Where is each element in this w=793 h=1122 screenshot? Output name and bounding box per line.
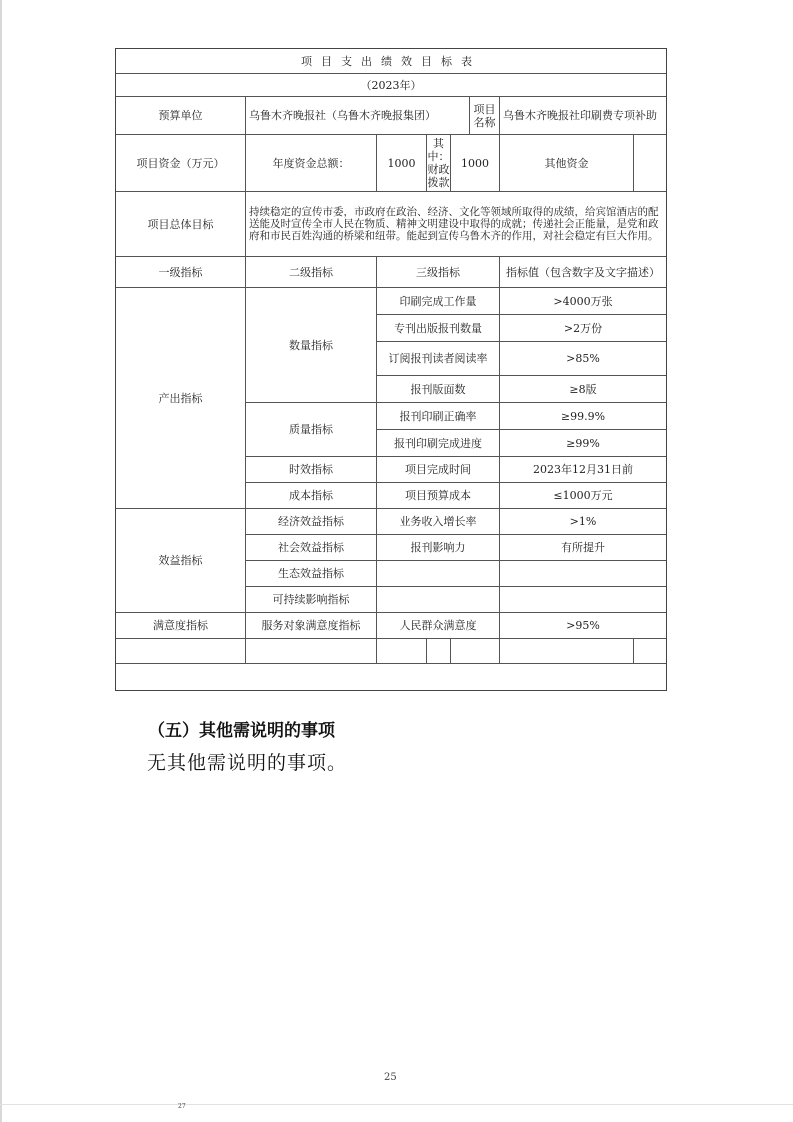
budget-unit-label: 预算单位 — [116, 97, 246, 135]
output-indicator-2: 专刊出版报刊数量 — [377, 315, 500, 342]
fiscal-label: 其中：财政拨款 — [427, 135, 451, 192]
budget-unit-value: 乌鲁木齐晚报社（乌鲁木齐晚报集团） — [246, 97, 470, 135]
output-value-1: >4000万张 — [500, 288, 666, 315]
header-level2: 二级指标 — [246, 257, 377, 288]
sustain-impact-label: 可持续影响指标 — [246, 587, 377, 613]
project-name-value: 乌鲁木齐晚报社印刷费专项补助 — [500, 97, 666, 135]
cost-indicators-label: 成本指标 — [246, 483, 377, 509]
economic-benefit-label: 经济效益指标 — [246, 509, 377, 535]
service-satisfaction-label: 服务对象满意度指标 — [246, 613, 377, 639]
output-indicator-3: 订阅报刊读者阅读率 — [377, 342, 500, 376]
section-heading: （五）其他需说明的事项 — [148, 721, 335, 741]
public-satisfaction-value: >95% — [500, 613, 666, 639]
quantity-indicators-label: 数量指标 — [246, 288, 377, 403]
empty-cell — [116, 639, 246, 664]
page-bottom-edge — [0, 1104, 793, 1105]
output-indicator-7: 项目完成时间 — [377, 457, 500, 483]
project-name-label: 项目名称 — [470, 97, 500, 135]
annual-total-value: 1000 — [377, 135, 427, 192]
satisfaction-indicators-label: 满意度指标 — [116, 613, 246, 639]
output-value-7: 2023年12月31日前 — [500, 457, 666, 483]
empty-cell — [634, 639, 666, 664]
economic-benefit-indicator: 业务收入增长率 — [377, 509, 500, 535]
output-indicator-6: 报刊印刷完成进度 — [377, 430, 500, 457]
timeliness-indicators-label: 时效指标 — [246, 457, 377, 483]
page-number: 25 — [384, 1072, 397, 1083]
table-year: （2023年） — [116, 74, 666, 97]
empty-cell — [427, 639, 451, 664]
empty-bottom-row — [116, 664, 666, 690]
output-value-2: >2万份 — [500, 315, 666, 342]
social-benefit-indicator: 报刊影响力 — [377, 535, 500, 561]
output-indicators-label: 产出指标 — [116, 288, 246, 509]
header-level3: 三级指标 — [377, 257, 500, 288]
output-indicator-8: 项目预算成本 — [377, 483, 500, 509]
output-indicator-5: 报刊印刷正确率 — [377, 403, 500, 430]
funds-label: 项目资金（万元） — [116, 135, 246, 192]
output-indicator-4: 报刊版面数 — [377, 376, 500, 403]
eco-benefit-label: 生态效益指标 — [246, 561, 377, 587]
quality-indicators-label: 质量指标 — [246, 403, 377, 457]
section-body: 无其他需说明的事项。 — [147, 752, 348, 774]
other-funds-label: 其他资金 — [500, 135, 634, 192]
annual-total-label: 年度资金总额： — [246, 135, 377, 192]
overall-goal-label: 项目总体目标 — [116, 192, 246, 257]
output-value-6: ≥99% — [500, 430, 666, 457]
sustain-impact-indicator — [377, 587, 500, 613]
fiscal-value: 1000 — [451, 135, 500, 192]
performance-goal-table — [115, 48, 667, 691]
header-value: 指标值（包含数字及文字描述） — [500, 257, 666, 288]
eco-benefit-value — [500, 561, 666, 587]
empty-cell — [500, 639, 634, 664]
empty-cell — [246, 639, 377, 664]
output-value-3: >85% — [500, 342, 666, 376]
social-benefit-label: 社会效益指标 — [246, 535, 377, 561]
footer-number: 27 — [178, 1103, 186, 1110]
output-value-8: ≤1000万元 — [500, 483, 666, 509]
other-funds-value — [634, 135, 666, 192]
header-level1: 一级指标 — [116, 257, 246, 288]
benefit-indicators-label: 效益指标 — [116, 509, 246, 613]
page-edge — [0, 0, 2, 1122]
output-indicator-1: 印刷完成工作量 — [377, 288, 500, 315]
table-title: 项目支出绩效目标表 — [116, 49, 666, 74]
eco-benefit-indicator — [377, 561, 500, 587]
empty-cell — [377, 639, 427, 664]
public-satisfaction-indicator: 人民群众满意度 — [377, 613, 500, 639]
sustain-impact-value — [500, 587, 666, 613]
overall-goal-text: 持续稳定的宣传市委，市政府在政治、经济、文化等领域所取得的成绩，给宾馆酒店的配送能及时宣传全市人民在物质、精神文明建设中取得的成就；传递社会正能量，是党和政府和市民百姓沟通的桥梁和纽带。能起到宣传乌鲁木齐的作用，对社会稳定有巨大作用。 — [246, 192, 666, 257]
social-benefit-value: 有所提升 — [500, 535, 666, 561]
empty-cell — [451, 639, 500, 664]
output-value-5: ≥99.9% — [500, 403, 666, 430]
output-value-4: ≥8版 — [500, 376, 666, 403]
economic-benefit-value: >1% — [500, 509, 666, 535]
